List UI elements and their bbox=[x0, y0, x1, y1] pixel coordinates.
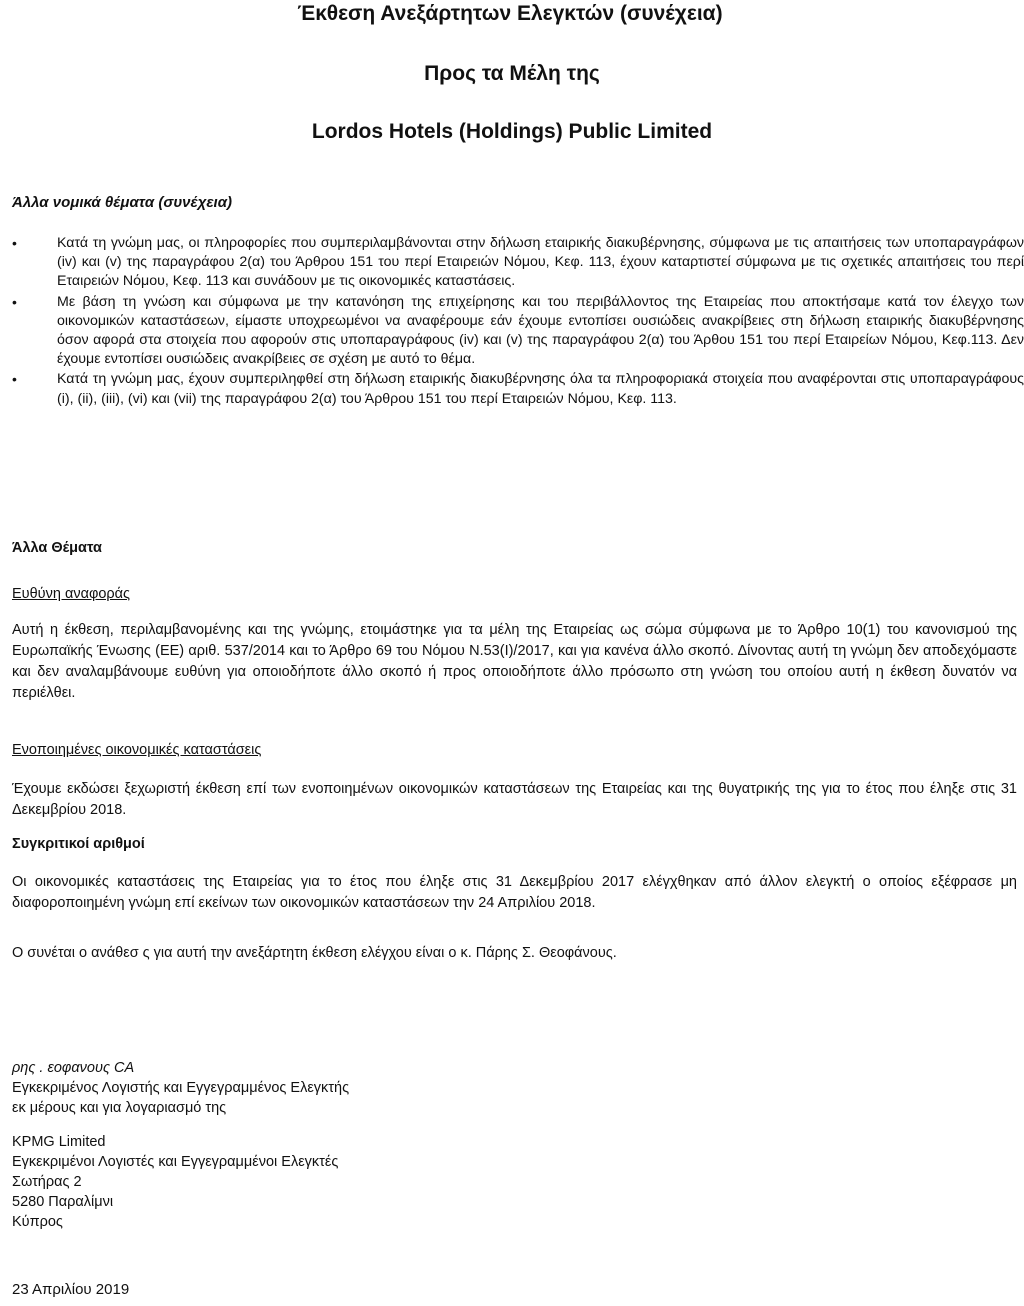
list-item bbox=[12, 293, 1024, 370]
bullet-icon: • bbox=[12, 293, 17, 310]
comparatives-heading: Συγκριτικοί αριθμοί bbox=[12, 836, 145, 852]
signatory-capacity: εκ μέρους και για λογαριασμό της bbox=[12, 1100, 227, 1116]
list-item bbox=[12, 234, 1024, 292]
address-country: Κύπρος bbox=[12, 1214, 63, 1230]
legal-matters-heading: Άλλα νομικά θέματα (συνέχεια) bbox=[12, 194, 233, 211]
engagement-partner-text: Ο συνέται ο ανάθεσ ς για αυτή την ανεξάρτητη έκθεση ελέγχου είναι ο κ. Πάρης Σ. Θεοφάνους. bbox=[12, 945, 617, 961]
list-item-text: Κατά τη γνώμη μας, οι πληροφορίες που συμπεριλαμβάνονται στην δήλωση εταιρικής διακυβέρνησης, σύμφωνα με τις απαιτήσεις των υποπαραγράφων (iv) και (v) της παραγράφου 2(α) του Άρθρου 151 του περί Εταιρειών Νόμου, Κεφ. 113, έχουν καταρτιστεί σύμφωνα με τις σχετικές απαιτήσεις του περί Εταιρειών Νόμου, Κεφ. 113 και συνάδουν με τις οικονομικές καταστάσεις. bbox=[57, 235, 1024, 290]
responsibility-text: Αυτή η έκθεση, περιλαμβανομένης και της γνώμης, ετοιμάστηκε για τα μέλη της Εταιρείας ως σώμα σύμφωνα με το Άρθρο 10(1) του κανονισμού της Ευρωπαϊκής Ένωσης (ΕΕ) αριθ. 537/2014 και το Άρθρο 69 του Νόμου Ν.53(Ι)/2017, και για κανένα άλλο σκοπό. Δίνοντας αυτή τη γνώμη δεν αποδεχόμαστε και δεν αναλαμβάνουμε ευθύνη για οποιοδήποτε άλλο σκοπό ή προς οποιοδήποτε άλλο πρόσωπο στη γνώση του οποίου αυτή η έκθεση δυνατόν να περιέλθει. bbox=[12, 622, 1017, 701]
consolidated-heading: Ενοποιημένες οικονομικές καταστάσεις bbox=[12, 742, 262, 758]
other-matters-heading: Άλλα Θέματα bbox=[12, 540, 102, 556]
report-title: Έκθεση Ανεξάρτητων Ελεγκτών (συνέχεια) bbox=[297, 2, 723, 25]
list-item-text: Με βάση τη γνώση και σύμφωνα με την κατανόηση της επιχείρησης και του περιβάλλοντος της Εταιρείας που αποκτήσαμε κατά τον έλεγχο των οικονομικών καταστάσεων, είμαστε υποχρεωμένοι να αναφέρουμε εάν έχουμε εντοπίσει ουσιώδεις ανακρίβειες στη δήλωση εταιρικής διακυβέρνησης όσον αφορά στα στοιχεία που αφορούν στις υποπαραγράφους (iv) και (v) της παραγράφου 2(α) του Άρθου 151 του περί Εταιρείων Νόμου, Κεφ.113. Δεν έχουμε εντοπίσει ουσιώδεις ανακρίβειες σε σχέση με αυτό το θέμα. bbox=[57, 293, 1024, 368]
consolidated-text: Έχουμε εκδώσει ξεχωριστή έκθεση επί των ενοποιημένων οικονομικών καταστάσεων της Εταιρείας και της θυγατρικής της για το έτος που έληξε στις 31 Δεκεμβρίου 2018. bbox=[12, 781, 1017, 818]
bullet-icon: • bbox=[12, 371, 17, 388]
signatory-name: ρης . εοφανους CA bbox=[12, 1060, 135, 1076]
firm-name: KPMG Limited bbox=[12, 1134, 106, 1150]
report-date: 23 Απριλίου 2019 bbox=[12, 1281, 130, 1298]
responsibility-heading: Ευθύνη αναφοράς bbox=[12, 586, 131, 602]
company-name: Lordos Hotels (Holdings) Public Limited bbox=[311, 120, 713, 143]
list-item-text: Κατά τη γνώμη μας, έχουν συμπεριληφθεί στη δήλωση εταιρικής διακυβέρνησης όλα τα πληροφοριακά στοιχεία που αναφέρονται στις υποπαραγράφους (i), (ii), (iii), (vi) και (vii) της παραγράφου 2(α) του Άρθρου 151 του περί Εταιρειών Νόμου, Κεφ. 113. bbox=[57, 371, 1024, 407]
bullet-icon: • bbox=[12, 235, 17, 251]
legal-matters-list bbox=[12, 234, 1024, 410]
firm-title: Εγκεκριμένοι Λογιστές και Εγγεγραμμένοι Ελεγκτές bbox=[12, 1154, 339, 1170]
address-postal: 5280 Παραλίμνι bbox=[12, 1194, 114, 1210]
signatory-title: Εγκεκριμένος Λογιστής και Εγγεγραμμένος Ελεγκτής bbox=[12, 1080, 350, 1096]
list-item bbox=[12, 370, 1024, 408]
addressee-line: Προς τα Μέλη της bbox=[424, 62, 600, 85]
signature-block bbox=[12, 1058, 1017, 1232]
address-street: Σωτήρας 2 bbox=[12, 1174, 82, 1190]
comparatives-text: Οι οικονομικές καταστάσεις της Εταιρείας για το έτος που έληξε στις 31 Δεκεμβρίου 2017 ελέγχθηκαν από άλλον ελεγκτή ο οποίος εξέφρασε μη διαφοροποιημένη γνώμη επί εκείνων των οικονομικών καταστάσεων την 24 Απριλίου 2018. bbox=[12, 874, 1017, 911]
